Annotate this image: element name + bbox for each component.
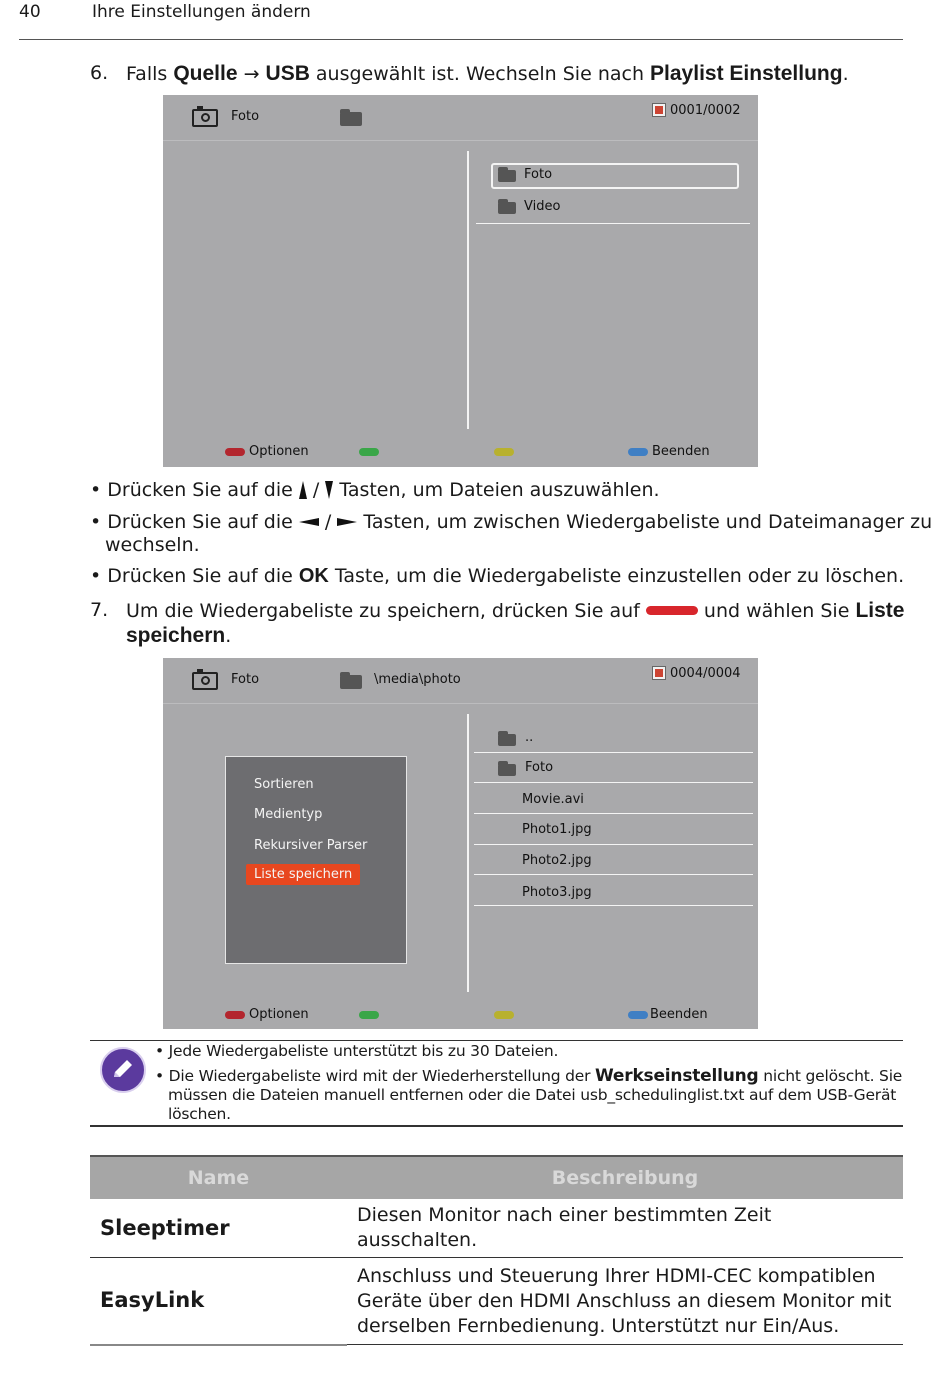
panel-divider bbox=[467, 714, 469, 992]
options-label[interactable]: Optionen bbox=[249, 1007, 309, 1022]
screenshot-playlist-settings bbox=[163, 95, 758, 467]
current-path: \media\photo bbox=[374, 672, 461, 687]
list-item[interactable]: Photo3.jpg bbox=[522, 885, 592, 900]
bullet-select-files: • Drücken Sie auf die / Tasten, um Dateien auszuwählen. bbox=[90, 479, 660, 501]
speichern-term: speichern bbox=[126, 624, 226, 647]
table-row bbox=[90, 1199, 903, 1258]
step-7: 7. Um die Wiedergabeliste zu speichern, drücken Sie auf und wählen Sie Liste speichern. bbox=[90, 599, 905, 647]
camera-icon bbox=[192, 109, 218, 127]
note-line: • Die Wiedergabeliste wird mit der Wiederherstellung der Werkseinstellung nicht gelöscht. Sie bbox=[155, 1066, 903, 1086]
header-divider bbox=[19, 39, 903, 40]
red-key-icon bbox=[646, 606, 698, 615]
menu-item-recursive-parser[interactable]: Rekursiver Parser bbox=[254, 838, 368, 853]
right-arrow-key-icon bbox=[337, 508, 357, 516]
blue-key-icon bbox=[628, 1011, 648, 1019]
folder-icon bbox=[498, 170, 516, 182]
setting-name: Sleeptimer bbox=[90, 1199, 347, 1258]
picture-counter-icon bbox=[652, 666, 666, 680]
folder-icon bbox=[340, 675, 362, 689]
up-arrow-key-icon bbox=[299, 481, 307, 499]
green-key-icon bbox=[359, 448, 379, 456]
yellow-key-icon bbox=[494, 1011, 514, 1019]
column-header-description: Beschreibung bbox=[347, 1156, 903, 1199]
note-line: • Jede Wiedergabeliste unterstützt bis zu 30 Dateien. bbox=[155, 1042, 559, 1060]
list-item[interactable]: Foto bbox=[524, 167, 553, 182]
list-item[interactable]: Foto bbox=[525, 760, 554, 775]
list-item[interactable]: .. bbox=[525, 730, 534, 745]
exit-label[interactable]: Beenden bbox=[650, 1007, 708, 1022]
camera-icon bbox=[192, 672, 218, 690]
note-line: müssen die Dateien manuell entfernen oder die Datei usb_schedulinglist.txt auf dem USB-Gerät bbox=[168, 1086, 897, 1104]
step-number: 7. bbox=[90, 599, 109, 621]
panel-divider bbox=[467, 151, 469, 429]
exit-label[interactable]: Beenden bbox=[652, 444, 710, 459]
table-row bbox=[90, 1258, 903, 1345]
setting-description: Diesen Monitor nach einer bestimmten Zeit ausschalten. bbox=[347, 1199, 903, 1258]
blue-key-icon bbox=[628, 448, 648, 456]
playlist-term: Playlist Einstellung bbox=[650, 62, 843, 85]
menu-item-media-type[interactable]: Medientyp bbox=[254, 807, 323, 822]
setting-description: Anschluss und Steuerung Ihrer HDMI-CEC kompatiblen Geräte über den HDMI Anschluss an diesem Monitor mit derselben Fernbedienung. Unterstützt nur Ein/Aus. bbox=[347, 1258, 903, 1345]
bullet-ok-key: • Drücken Sie auf die OK Taste, um die Wiedergabeliste einzustellen oder zu löschen. bbox=[90, 565, 905, 587]
note-text bbox=[155, 1042, 903, 1124]
red-key-icon bbox=[225, 1011, 245, 1019]
list-item[interactable]: Photo2.jpg bbox=[522, 853, 592, 868]
folder-icon bbox=[340, 112, 362, 126]
ok-term: OK bbox=[298, 565, 329, 587]
settings-table bbox=[90, 1155, 903, 1346]
folder-icon bbox=[498, 202, 516, 214]
photo-label: Foto bbox=[231, 672, 260, 687]
section-title: Ihre Einstellungen ändern bbox=[92, 2, 311, 22]
photo-label: Foto bbox=[231, 109, 260, 124]
quelle-term: Quelle bbox=[173, 62, 238, 85]
usb-term: USB bbox=[265, 62, 310, 85]
red-key-icon bbox=[225, 448, 245, 456]
list-item[interactable]: Video bbox=[524, 199, 561, 214]
picture-counter-icon bbox=[652, 103, 666, 117]
file-counter: 0001/0002 bbox=[670, 103, 741, 118]
pencil-icon bbox=[100, 1047, 146, 1093]
bullet-switch-panels: • Drücken Sie auf die / Tasten, um zwischen Wiedergabeliste und Dateimanager zu bbox=[90, 508, 932, 535]
list-item[interactable]: Photo1.jpg bbox=[522, 822, 592, 837]
liste-term: Liste bbox=[855, 599, 905, 622]
note-line: löschen. bbox=[168, 1105, 231, 1123]
options-menu bbox=[225, 756, 407, 964]
bullet-continuation: wechseln. bbox=[105, 534, 200, 556]
screenshot-save-list bbox=[163, 658, 758, 1029]
setting-name: EasyLink bbox=[90, 1258, 347, 1345]
file-counter: 0004/0004 bbox=[670, 666, 741, 681]
step-number: 6. bbox=[90, 62, 109, 84]
menu-item-save-list[interactable]: Liste speichern bbox=[246, 864, 360, 885]
yellow-key-icon bbox=[494, 448, 514, 456]
factory-reset-term: Werkseinstellung bbox=[594, 1066, 759, 1086]
column-header-name: Name bbox=[90, 1156, 347, 1199]
list-item[interactable]: Movie.avi bbox=[522, 792, 584, 807]
folder-icon bbox=[498, 734, 516, 746]
folder-icon bbox=[498, 764, 516, 776]
left-arrow-key-icon bbox=[299, 508, 319, 516]
green-key-icon bbox=[359, 1011, 379, 1019]
page-number: 40 bbox=[19, 2, 41, 22]
options-label[interactable]: Optionen bbox=[249, 444, 309, 459]
menu-item-sort[interactable]: Sortieren bbox=[254, 777, 314, 792]
